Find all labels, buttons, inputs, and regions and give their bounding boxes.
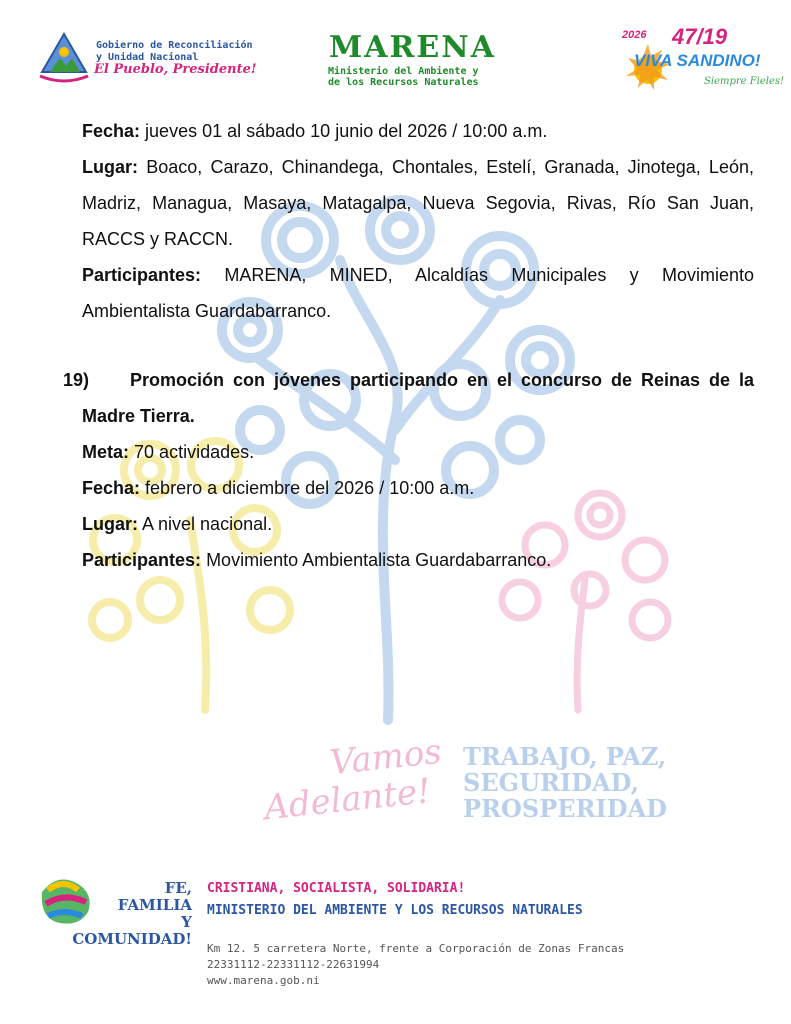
participantes-row [82,542,754,578]
gov-logo [36,28,276,88]
fe-line1: FE, [164,879,192,897]
lugar-row [82,149,754,257]
item-19-details [82,434,754,578]
footer-slogan: CRISTIANA, SOCIALISTA, SOLIDARIA! [207,881,466,896]
viva-slogan: Siempre Fieles! [704,76,785,87]
trabajo-line2: SEGURIDAD, [463,768,639,797]
participantes-value: Movimiento Ambientalista Guardabarranco. [206,550,552,570]
lugar-value: Boaco, Carazo, Chinandega, Chontales, Estelí, Granada, Jinotega, León, Madriz, Managua, Masaya, Matagalpa, Nueva Segovia, Rivas, Río San Juan, RACCS y RACCN. [82,157,754,249]
item-18-details [82,113,754,329]
marena-sub-line2: de los Recursos Naturales [328,77,479,88]
fecha-label: Fecha: [82,478,141,498]
viva-text: VIVA SANDINO! [634,51,761,70]
participantes-value: MARENA, MINED, Alcaldías Municipales y Movimiento Ambientalista Guardabarranco. [82,265,754,321]
participantes-label: Participantes: [82,265,202,285]
meta-value: 70 actividades. [134,442,255,462]
trabajo-line1: TRABAJO, PAZ, [463,742,667,771]
fecha-row [82,470,754,506]
fecha-row [82,113,754,149]
trabajo-paz-slogan [463,744,667,822]
footer-contact [207,941,687,989]
trabajo-line3: PROSPERIDAD [463,794,667,823]
vamos-line1: Vamos [328,731,444,784]
gov-slogan: El Pueblo, Presidente! [94,62,257,77]
marena-title: MARENA [329,30,496,65]
fe-line2: FAMILIA [117,896,192,914]
footer-ministry: MINISTERIO DEL AMBIENTE Y LOS RECURSOS NATURALES [207,903,583,918]
viva-year: 2026 [622,29,647,41]
fecha-value: febrero a diciembre del 2026 / 10:00 a.m. [145,478,475,498]
meta-label: Meta: [82,442,130,462]
gov-line2: y Unidad Nacional [96,52,199,63]
fecha-label: Fecha: [82,121,141,141]
item-title: Promoción con jóvenes participando en el concurso de Reinas de la Madre Tierra. [82,370,754,426]
fecha-value: jueves 01 al sábado 10 junio del 2026 / 10:00 a.m. [145,121,548,141]
lugar-row [82,506,754,542]
fe-line3: Y COMUNIDAD! [72,913,192,948]
lugar-value: A nivel nacional. [142,514,273,534]
viva-sandino-logo [620,24,785,98]
footer-website[interactable]: www.marena.gob.ni [207,974,320,987]
lugar-label: Lugar: [82,157,138,177]
vamos-line2: Adelante! [262,771,433,829]
vamos-adelante-slogan [259,733,448,828]
participantes-label: Participantes: [82,550,202,570]
viva-number: 47/19 [672,24,728,49]
lugar-label: Lugar: [82,514,138,534]
gov-seal-icon [36,28,92,84]
fe-familia-text [66,880,192,948]
gov-line1: Gobierno de Reconciliación [96,40,253,51]
marena-subtitle [328,66,479,88]
marena-sub-line1: Ministerio del Ambiente y [328,66,479,77]
footer-address: Km 12. 5 carretera Norte, frente a Corporación de Zonas Francas 22331112-22331112-22631994 [207,942,625,971]
item-number: 19) [63,370,90,390]
item-19-heading [63,362,754,434]
gov-name [96,40,253,64]
participantes-row [82,257,754,329]
meta-row [82,434,754,470]
